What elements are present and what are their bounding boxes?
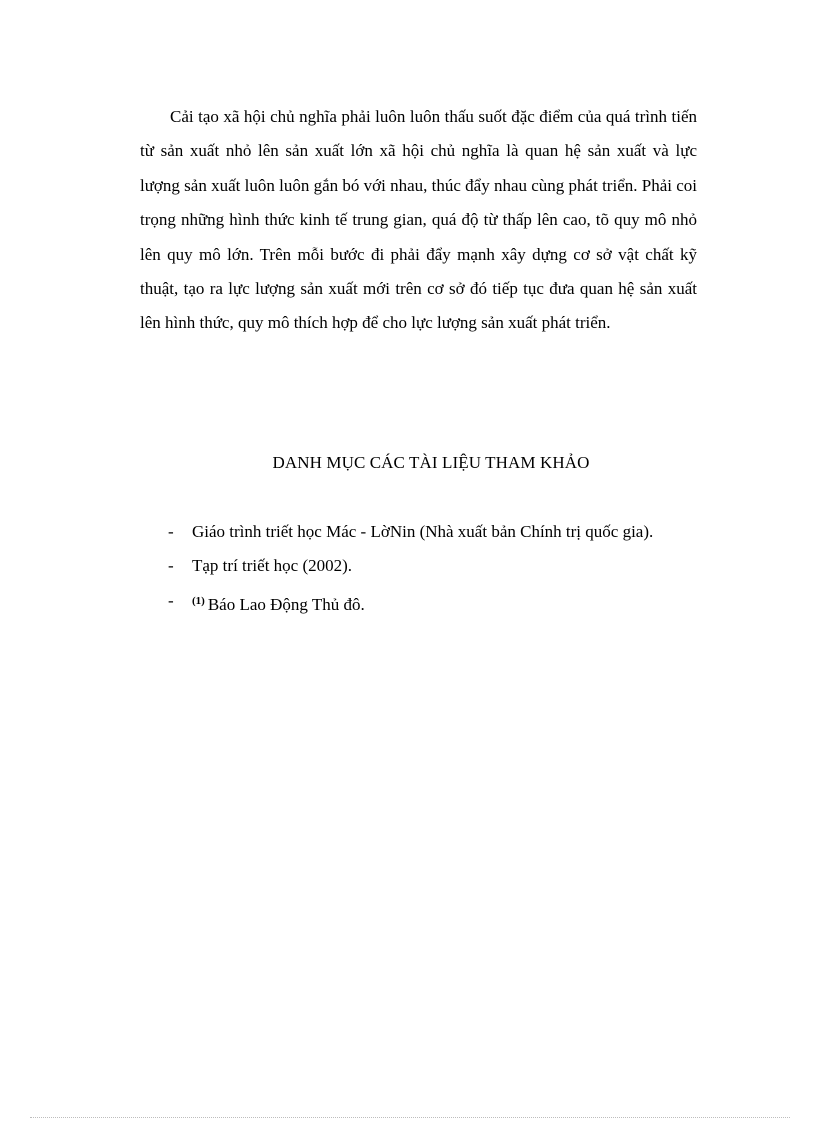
list-dash: -: [168, 590, 174, 610]
footnote-marker: (1): [192, 594, 205, 607]
reference-text: Tạp trí triết học (2002).: [192, 556, 353, 576]
reference-item: [160, 584, 697, 622]
list-dash: -: [168, 522, 174, 541]
reference-text: Giáo trình triết học Mác - LờNin (Nhà xuất bản Chính trị quốc gia).: [192, 522, 654, 541]
references-heading: DANH MỤC CÁC TÀI LIỆU THAM KHẢO: [272, 453, 590, 472]
reference-item: [160, 515, 697, 549]
reference-item: [160, 549, 697, 583]
page-bottom-divider: [30, 1117, 790, 1118]
reference-text-with-note: [192, 584, 697, 622]
list-dash: -: [168, 556, 174, 576]
body-paragraph: Cải tạo xã hội chủ nghĩa phải luôn luôn thấu suốt đặc điểm của quá trình tiến từ sản xuất nhỏ lên sản xuất lớn xã hội chủ nghĩa là quan hệ sản xuất và lực lượng sản xuất luôn luôn gắn bó với nhau, thúc đẩy nhau cùng phát triển. Phải coi trọng những hình thức kinh tế trung gian, quá độ từ thấp lên cao, tõ quy mô nhỏ lên quy mô lớn. Trên mỗi bước đi phải đẩy mạnh xây dựng cơ sở vật chất kỹ thuật, tạo ra lực lượng sản xuất mới trên cơ sở đó tiếp tục đưa quan hệ sản xuất lên hình thức, quy mô thích hợp để cho lực lượng sản xuất phát triển.: [140, 107, 697, 333]
reference-text: Báo Lao Động Thủ đô.: [207, 594, 365, 614]
references-list: [160, 515, 697, 622]
